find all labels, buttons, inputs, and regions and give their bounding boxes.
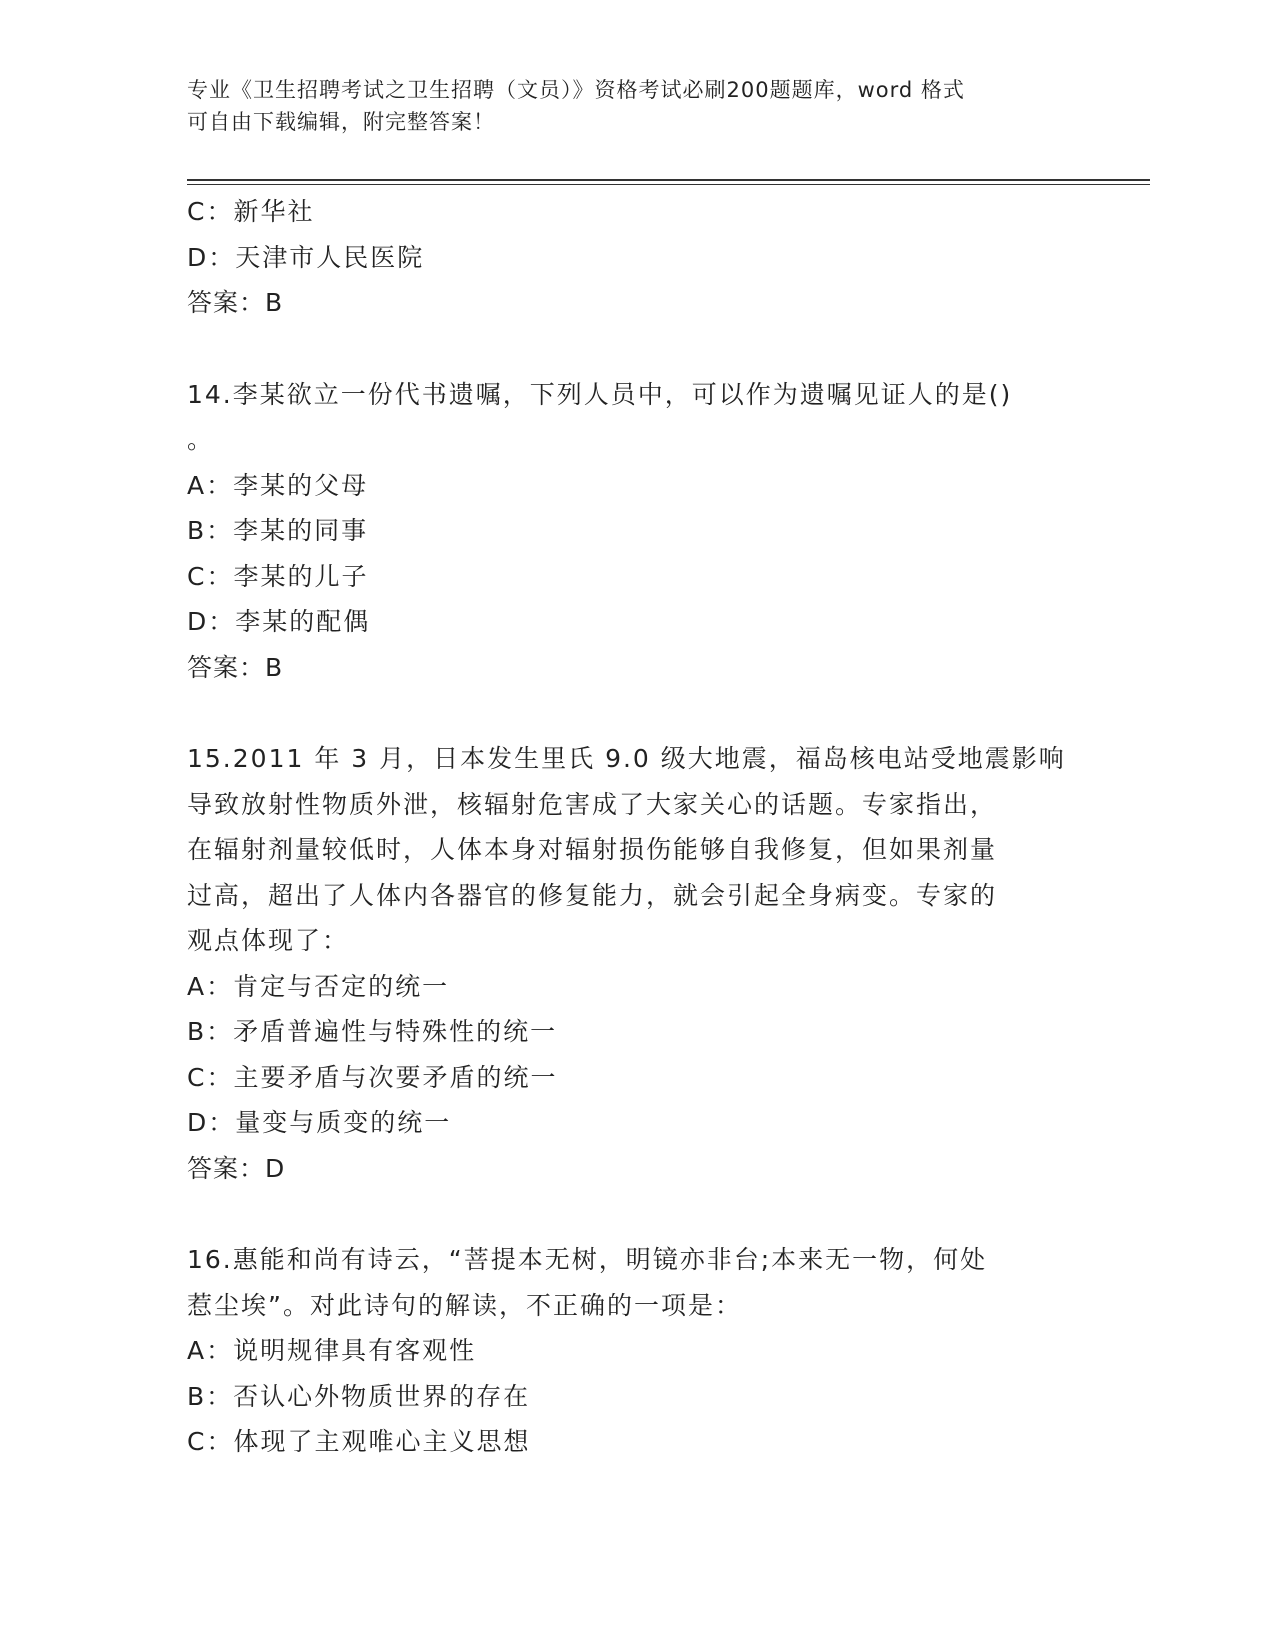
spacer xyxy=(187,326,1087,372)
spacer xyxy=(187,1191,1087,1237)
question-14 xyxy=(187,372,1087,691)
question-text-line-1: 14.李某欲立一份代书遗嘱，下列人员中，可以作为遗嘱见证人的是() xyxy=(187,379,1013,409)
option-a: A：说明规律具有客观性 xyxy=(187,1336,477,1365)
option-c: C：主要矛盾与次要矛盾的统一 xyxy=(187,1062,558,1092)
answer-line: 答案：B xyxy=(187,652,284,682)
option-b: B：李某的同事 xyxy=(187,516,369,545)
option-c: C：李某的儿子 xyxy=(187,561,369,591)
option-a: A：李某的父母 xyxy=(187,470,369,500)
header-divider-thin xyxy=(187,184,1150,185)
question-text-line-1: 16.惠能和尚有诗云，“菩提本无树，明镜亦非台;本来无一物，何处 xyxy=(187,1245,988,1274)
option-b: B：否认心外物质世界的存在 xyxy=(187,1381,531,1411)
answer-line: 答案：B xyxy=(187,288,284,317)
option-a: A：肯定与否定的统一 xyxy=(187,971,450,1001)
question-text-line-4: 过高，超出了人体内各器官的修复能力，就会引起全身病变。专家的 xyxy=(187,880,998,910)
question-text-line-2: 惹尘埃”。对此诗句的解读，不正确的一项是： xyxy=(187,1290,742,1320)
question-15 xyxy=(187,736,1087,1191)
question-text-line-3: 在辐射剂量较低时，人体本身对辐射损伤能够自我修复，但如果剂量 xyxy=(187,835,998,864)
spacer xyxy=(187,690,1087,736)
header-title-line-2: 可自由下载编辑，附完整答案！ xyxy=(187,110,495,134)
header-divider-thick xyxy=(187,179,1150,181)
question-16 xyxy=(187,1237,1087,1465)
option-d: D：量变与质变的统一 xyxy=(187,1108,452,1137)
header-title-line-1: 专业《卫生招聘考试之卫生招聘（文员）》资格考试必刷200题题库，word 格式 xyxy=(187,78,965,102)
option-d: D：李某的配偶 xyxy=(187,607,371,636)
question-text-line-2: 导致放射性物质外泄，核辐射危害成了大家关心的话题。专家指出， xyxy=(187,789,998,819)
option-d: D：天津市人民医院 xyxy=(187,242,425,272)
option-b: B：矛盾普遍性与特殊性的统一 xyxy=(187,1017,558,1046)
document-body xyxy=(187,189,1087,1465)
answer-line: 答案：D xyxy=(187,1153,286,1183)
question-text-line-2: 。 xyxy=(187,425,215,454)
question-text-line-5: 观点体现了： xyxy=(187,926,350,955)
option-c: C：新华社 xyxy=(187,197,315,226)
question-13-tail xyxy=(187,189,1087,326)
document-header xyxy=(187,74,1087,138)
option-c: C：体现了主观唯心主义思想 xyxy=(187,1427,531,1456)
question-text-line-1: 15.2011 年 3 月，日本发生里氏 9.0 级大地震，福岛核电站受地震影响 xyxy=(187,744,1066,773)
